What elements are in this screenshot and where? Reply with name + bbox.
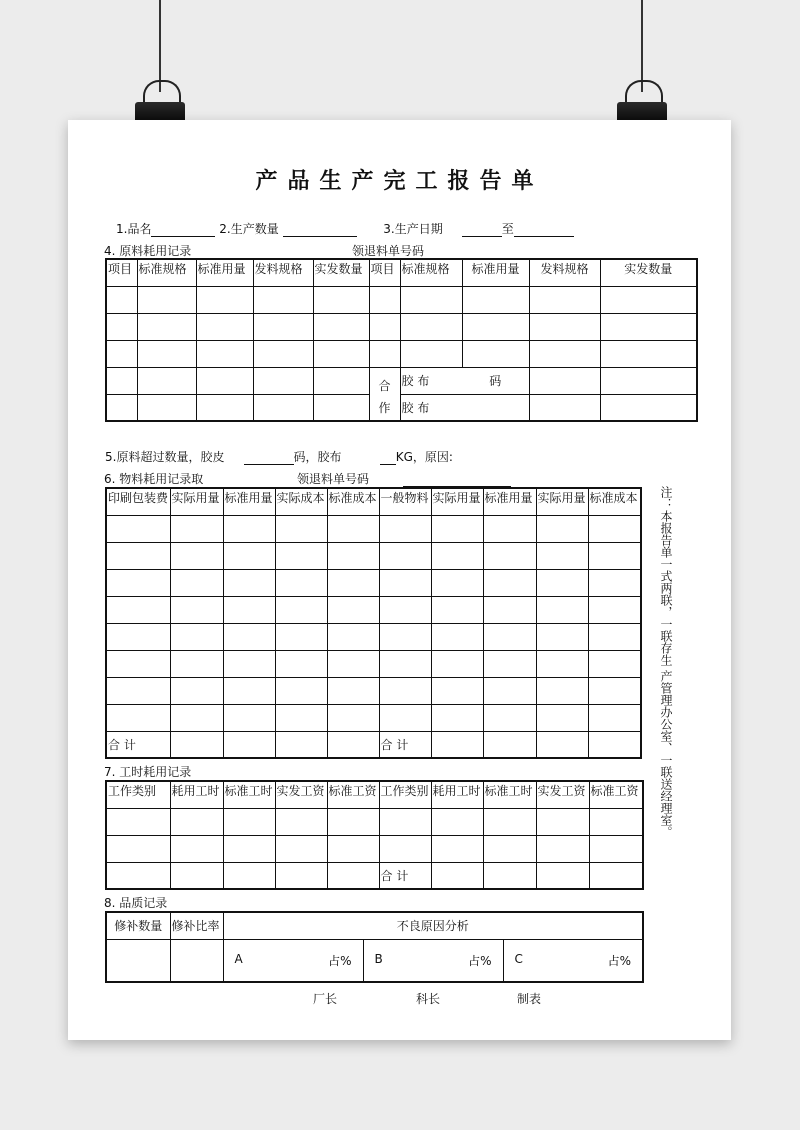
report-paper (68, 120, 731, 1040)
cause-b-label: B (374, 951, 383, 966)
header-cell: 项目 (106, 259, 137, 286)
table-row (106, 367, 697, 394)
percent-label: 占% (328, 953, 352, 968)
header-cell: 一般物料 (379, 488, 431, 515)
cause-c-cell (503, 939, 643, 982)
rubber-label: 胶 布 (400, 394, 462, 421)
quantity-field[interactable] (283, 223, 357, 237)
section4-return-no (352, 242, 562, 259)
cause-a-cell (223, 939, 363, 982)
page-title: 产品生产完工报告单 (255, 169, 544, 194)
header-cell: 印刷包装费 (106, 488, 170, 515)
section6-return-no (297, 470, 511, 487)
cloth-excess-field[interactable] (380, 451, 396, 465)
header-cell: 工作类别 (379, 781, 431, 808)
product-name-label: 1.品名 (116, 222, 152, 236)
header-cell: 不良原因分析 (223, 912, 643, 939)
table-header-row (106, 912, 643, 939)
header-cell: 发料规格 (529, 259, 600, 286)
section5-text1: 5.原料超过数量，胶皮 (105, 450, 225, 464)
signature-section-chief: 科长 (416, 992, 441, 1006)
section4-title: 4. 原料耗用记录 (104, 244, 192, 258)
total-label: 合 计 (379, 862, 431, 889)
header-cell: 标准用量 (462, 259, 529, 286)
header-cell: 工作类别 (106, 781, 170, 808)
table-row (106, 596, 641, 623)
header-cell: 实际用量 (170, 488, 223, 515)
header-cell: 项目 (369, 259, 400, 286)
table-row (106, 340, 697, 367)
header-cell: 标准工资 (589, 781, 643, 808)
table-header-row (106, 488, 641, 515)
signature-factory-director: 厂长 (313, 992, 338, 1006)
table-row (106, 569, 641, 596)
side-note (658, 486, 674, 838)
section5-text3: KG，原因: (395, 450, 453, 464)
header-cell: 修补比率 (170, 912, 223, 939)
header-cell: 实发数量 (313, 259, 369, 286)
header-cell: 修补数量 (106, 912, 170, 939)
header-cell: 实际成本 (275, 488, 327, 515)
table-row (106, 394, 697, 421)
merge-cell-bottom: 作 (369, 394, 400, 421)
header-fields (116, 220, 574, 237)
section4-return-label: 领退料单号码 (352, 244, 425, 258)
merge-cell-top: 合 (369, 367, 400, 394)
table-header-row (106, 259, 697, 286)
quantity-label: 2.生产数量 (219, 222, 279, 236)
cause-a-label: A (234, 951, 243, 966)
header-cell: 标准工资 (327, 781, 379, 808)
table-row (106, 286, 697, 313)
header-cell: 实际用量 (431, 488, 483, 515)
total-row (106, 862, 643, 889)
side-note-line1: 注：本报告单一式两联，一联存生 (659, 486, 673, 666)
code-label: 码 (462, 367, 529, 394)
header-cell: 实际用量 (536, 488, 588, 515)
table-row (106, 623, 641, 650)
date-to-field[interactable] (514, 223, 574, 237)
section4-return-field[interactable] (424, 245, 562, 259)
side-note-line2: 产管理办公室、一联送经理室。 (659, 669, 673, 838)
total-label: 合 计 (106, 731, 170, 758)
rubber-excess-field[interactable] (244, 451, 294, 465)
product-name-field[interactable] (151, 223, 215, 237)
table-header-row (106, 781, 643, 808)
section7-title: 7. 工时耗用记录 (104, 765, 192, 779)
section5-text2: 码，胶布 (293, 450, 342, 464)
total-row (106, 731, 641, 758)
header-cell: 标准成本 (327, 488, 379, 515)
table-row (106, 515, 641, 542)
cause-b-cell (363, 939, 503, 982)
cause-c-label: C (514, 951, 523, 966)
percent-label: 占% (607, 953, 631, 968)
table-row (106, 677, 641, 704)
table-row (106, 313, 697, 340)
labor-table (105, 780, 644, 890)
raw-material-table (105, 258, 698, 422)
header-cell: 实发工资 (275, 781, 327, 808)
date-label: 3.生产日期 (383, 222, 443, 236)
header-cell: 标准成本 (588, 488, 641, 515)
header-cell: 耗用工时 (170, 781, 223, 808)
section5-line (105, 448, 453, 465)
rubber-label: 胶 布 (400, 367, 462, 394)
header-cell: 标准用量 (223, 488, 275, 515)
total-label: 合 计 (379, 731, 431, 758)
header-cell: 实发工资 (536, 781, 589, 808)
header-cell: 耗用工时 (431, 781, 483, 808)
header-cell: 标准工时 (483, 781, 536, 808)
header-cell: 标准规格 (400, 259, 462, 286)
table-row (106, 650, 641, 677)
header-cell: 发料规格 (253, 259, 313, 286)
percent-label: 占% (468, 953, 492, 968)
date-to-label: 至 (501, 222, 514, 236)
section6-return-field[interactable] (403, 473, 511, 487)
section8-title: 8. 品质记录 (104, 896, 168, 910)
hanging-string-left (159, 0, 161, 92)
table-row (106, 704, 641, 731)
header-cell: 标准用量 (196, 259, 253, 286)
section6-title: 6. 物料耗用记录取 (104, 472, 204, 486)
hanging-string-right (641, 0, 643, 92)
table-row (106, 808, 643, 835)
header-cell: 标准用量 (483, 488, 536, 515)
table-row (106, 835, 643, 862)
material-table (105, 487, 642, 759)
quality-table (105, 911, 644, 983)
table-row (106, 542, 641, 569)
section6-return-label: 领退料单号码 (297, 472, 370, 486)
header-cell: 标准工时 (223, 781, 275, 808)
header-cell: 实发数量 (600, 259, 697, 286)
date-from-field[interactable] (462, 223, 502, 237)
signature-prepared-by: 制表 (517, 992, 542, 1006)
table-row (106, 939, 643, 982)
header-cell: 标准规格 (137, 259, 196, 286)
